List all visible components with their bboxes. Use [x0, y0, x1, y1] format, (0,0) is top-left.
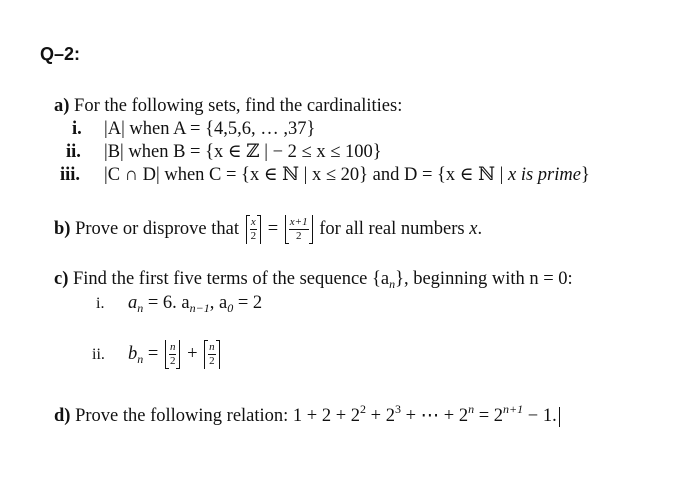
floor-fraction-x-plus-1-over-2: $\frac{x+1}{2}$	[285, 217, 313, 242]
part-b-prompt: b) Prove or disprove that $\frac{x}{2}$ = $\frac{x+1}{2}$ for all real numbers x.	[54, 216, 483, 242]
part-d-prompt: d) Prove the following relation: $1 + 2 + 2^2 + 2^3$ + ⋯ + $2^n = 2^{n+1} - 1$.	[54, 398, 560, 427]
part-c-item-2: ii. $b_n$ = $\frac{n}{2}$ + $\frac{n}{2}$	[92, 342, 222, 370]
ceil-fraction-x-over-2: $\frac{x}{2}$	[246, 217, 262, 242]
floor-fraction-n-over-2: $\frac{n}{2}$	[165, 342, 181, 367]
part-a-prompt: a) For the following sets, find the cardinalities:	[54, 96, 403, 116]
part-c-item-1: i. $a_n = 6$. $a_{n-1}$, $a_0 = 2$	[96, 293, 263, 315]
text-cursor	[559, 407, 560, 427]
part-a-item-2: ii. |B| when B = {x ∈ ℤ | − 2 ≤ x ≤ 100}	[66, 142, 382, 162]
part-a-item-3: iii. |C ∩ D| when C = {x ∈ ℕ | x ≤ 20} and D = {x ∈ ℕ | x is prime}	[60, 165, 590, 185]
ceil-fraction-n-over-2: $\frac{n}{2}$	[204, 342, 220, 367]
part-c-prompt: c) Find the first five terms of the sequence $\{a_n\}$, beginning with n = 0:	[54, 269, 573, 291]
question-title: Q–2:	[40, 44, 81, 64]
part-a-item-1: i. |A| when A = {4,5,6, … ,37}	[72, 119, 316, 139]
